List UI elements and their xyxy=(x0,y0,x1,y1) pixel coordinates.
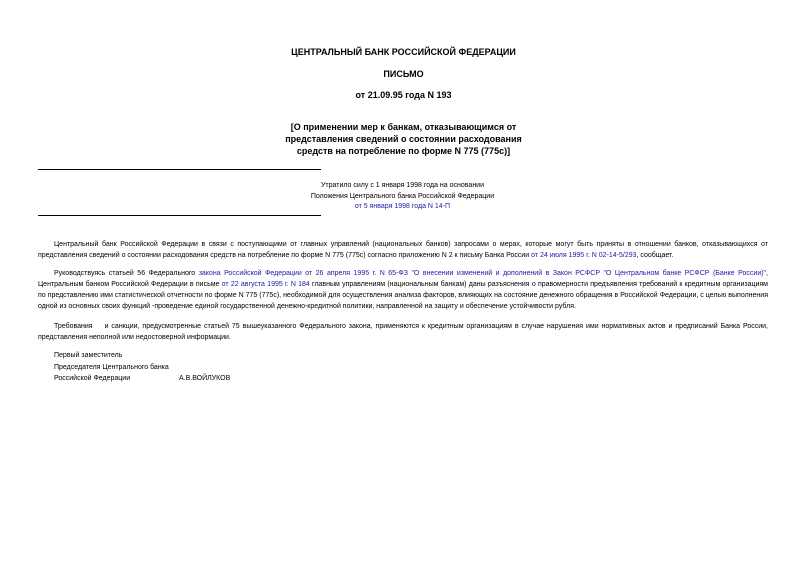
p2-link-law[interactable]: закона Российской Федерации от 26 апреля 1995 г. N 65-ФЗ "О внесении изменений и дополнений в Закон РСФСР "О Центральном банке РСФСР (Банке России)" xyxy=(198,270,767,277)
status-note xyxy=(280,181,525,213)
status-link[interactable]: от 5 января 1998 года N 14-П xyxy=(354,203,451,210)
p2-link-letter[interactable]: от 22 августа 1995 г. N 184 xyxy=(221,281,310,288)
document-subject xyxy=(0,121,807,157)
p2-text-c: главным управлениям (национальным банкам) даны разъяснения о правомерности предъявления требований к кредитным организациям по представлению ими статистической отчетности по форме N 775 (775с), необходимой для осуществления анализа факторов, влияющих на состояние денежного обращения в Российской Федерации, с целью выполнения одной из основных своих функций -проведение единой государственной денежно-кредитной политики, направленной на защиту и обеспечение устойчивости рубля. xyxy=(38,281,768,310)
issuer-title: ЦЕНТРАЛЬНЫЙ БАНК РОССИЙСКОЙ ФЕДЕРАЦИИ xyxy=(291,47,516,57)
document-type: ПИСЬМО xyxy=(383,69,424,79)
paragraph-1 xyxy=(38,239,768,261)
p2-text-a: Руководствуясь статьей 56 Федерального xyxy=(54,270,199,277)
subject-line-2: представления сведений о состоянии расходования xyxy=(285,134,522,144)
status-line-1: Утратило силу с 1 января 1998 года на основании xyxy=(320,182,485,189)
subject-line-1: [О применении мер к банкам, отказывающимся от xyxy=(290,122,517,132)
paragraph-2 xyxy=(38,268,768,312)
divider-top xyxy=(38,169,321,170)
signatory-name: А.В.ВОЙЛУКОВ xyxy=(179,375,231,382)
status-line-2: Положения Центрального банка Российской Федерации xyxy=(310,192,495,200)
signature-line-2: Председателя Центрального банка xyxy=(54,363,169,371)
signature-block xyxy=(54,350,354,385)
p1-text-a: Центральный банк Российской Федерации в связи с поступающими от главных управлений (национальных банков) запросами о мерах, которые могут быть приняты в отношении банков, отказывающихся от представления сведений о состоянии расходования средств на потребление по форме N 775 (775с) согласно приложению N 2 к письму Банка России xyxy=(38,241,768,259)
p3-text-b: и санкции, предусмотренные статьей 75 вышеуказанного Федерального закона, применяются к кредитным организациям в случае нарушения ими нормативных актов и предписаний Банка России, представления неполной или недостоверной информации. xyxy=(38,323,768,341)
p2-text-b: , Центральным банком Российской Федерации в письме xyxy=(38,270,768,288)
signature-line-1: Первый заместитель xyxy=(54,352,123,359)
p1-text-b: , сообщает. xyxy=(636,252,674,259)
document-date-number: от 21.09.95 года N 193 xyxy=(355,90,452,100)
divider-bottom xyxy=(38,215,321,216)
subject-line-3: средств на потребление по форме N 775 (775с)] xyxy=(296,146,511,156)
p3-text-a: Требования xyxy=(54,323,93,330)
signature-line-3: Российской Федерации xyxy=(54,375,131,382)
paragraph-3 xyxy=(38,321,768,343)
p1-link[interactable]: от 24 июля 1995 г. N 02-14-5/293 xyxy=(531,252,637,259)
